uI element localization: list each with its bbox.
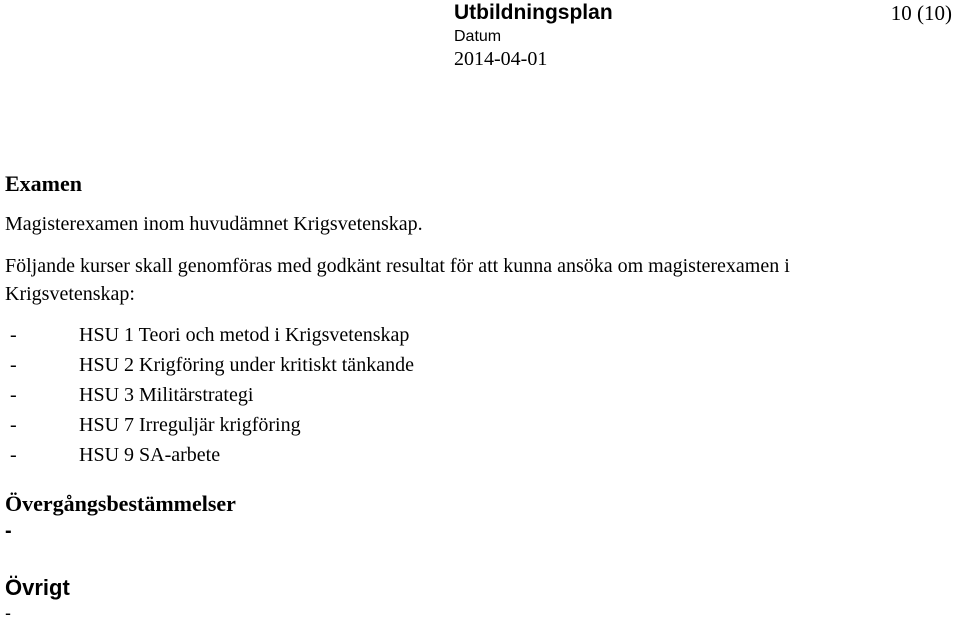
transition-text: - xyxy=(5,520,12,542)
other-heading: Övrigt xyxy=(5,575,70,600)
document-title: Utbildningsplan xyxy=(454,1,613,24)
date-value: 2014-04-01 xyxy=(454,48,548,70)
exam-text: Magisterexamen inom huvudämnet Krigsvetenskap. xyxy=(5,213,423,235)
list-bullet: - xyxy=(10,324,17,346)
course-intro-text: Följande kurser skall genomföras med godkänt resultat för att kunna ansöka om magisterexamen i Krigsvetenskap: xyxy=(5,255,790,305)
course-name: HSU 3 Militärstrategi xyxy=(79,384,254,406)
list-item xyxy=(5,320,945,350)
page-number: 10 (10) xyxy=(890,1,952,25)
list-bullet: - xyxy=(10,384,17,406)
date-label: Datum xyxy=(454,28,502,45)
other-text: - xyxy=(5,603,11,623)
list-item xyxy=(5,350,945,380)
course-name: HSU 7 Irreguljär krigföring xyxy=(79,414,301,436)
list-bullet: - xyxy=(10,414,17,436)
course-list xyxy=(5,320,945,470)
list-bullet: - xyxy=(10,354,17,376)
list-item xyxy=(5,440,945,470)
transition-heading: Övergångsbestämmelser xyxy=(5,491,236,516)
course-name: HSU 2 Krigföring under kritiskt tänkande xyxy=(79,354,414,376)
document-body xyxy=(5,170,945,624)
list-item xyxy=(5,380,945,410)
page-header xyxy=(0,0,960,80)
list-item xyxy=(5,410,945,440)
course-name: HSU 1 Teori och metod i Krigsvetenskap xyxy=(79,324,410,346)
course-name: HSU 9 SA-arbete xyxy=(79,444,221,466)
list-bullet: - xyxy=(10,444,17,466)
exam-heading: Examen xyxy=(5,171,82,196)
